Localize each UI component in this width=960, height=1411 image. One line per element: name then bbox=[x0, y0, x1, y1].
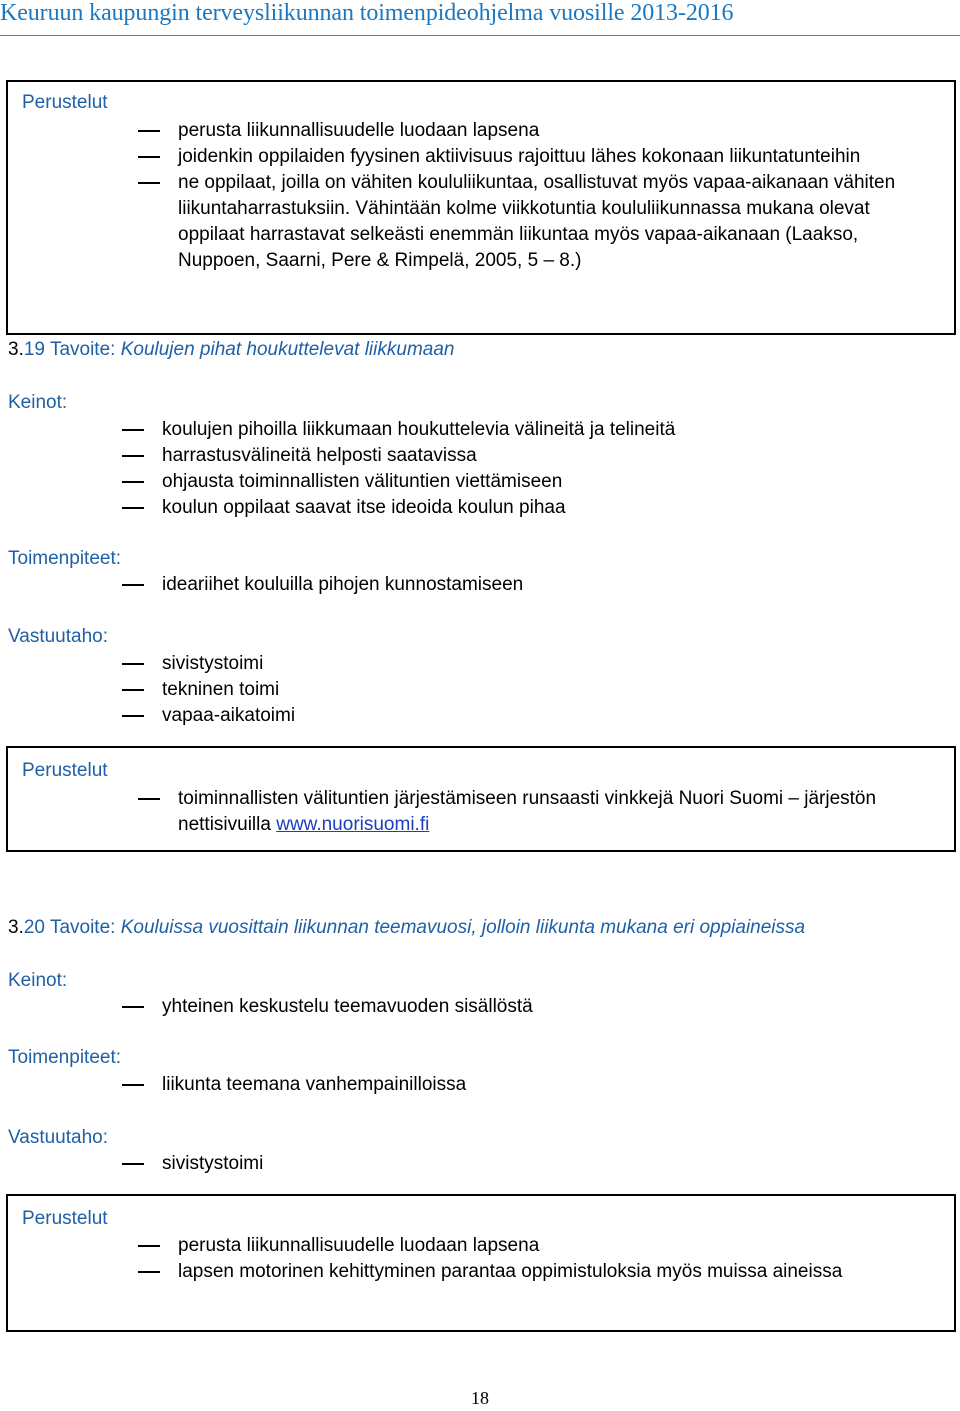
list-item: yhteinen keskustelu teemavuoden sisällöstä bbox=[122, 994, 942, 1020]
list-item: perusta liikunnallisuudelle luodaan lapsena bbox=[138, 118, 938, 144]
dash-icon bbox=[138, 798, 160, 800]
perustelut-label: Perustelut bbox=[22, 760, 108, 781]
perustelut-list bbox=[138, 1233, 898, 1285]
dash-icon bbox=[138, 130, 160, 132]
dash-icon bbox=[122, 507, 144, 509]
header-title: Keuruun kaupungin terveysliikunnan toimenpideohjelma vuosille 2013-2016 bbox=[0, 0, 734, 26]
list-item: vapaa-aikatoimi bbox=[122, 703, 942, 729]
perustelut-list bbox=[138, 118, 938, 274]
vastuutaho-list bbox=[122, 1151, 942, 1177]
keinot-label: Keinot: bbox=[8, 392, 68, 413]
goal-label: Tavoite: bbox=[49, 917, 116, 938]
perustelut-box-1 bbox=[6, 80, 956, 335]
perustelut-box-2 bbox=[6, 746, 956, 852]
list-item: harrastusvälineitä helposti saatavissa bbox=[122, 443, 942, 469]
toimenpiteet-label: Toimenpiteet: bbox=[8, 548, 122, 569]
dash-icon bbox=[138, 156, 160, 158]
keinot-label: Keinot: bbox=[8, 970, 68, 991]
list-item: ideariihet kouluilla pihojen kunnostamiseen bbox=[122, 572, 942, 598]
goal-label: Tavoite: bbox=[49, 339, 116, 360]
dash-icon bbox=[122, 1163, 144, 1165]
list-item: ne oppilaat, joilla on vähiten koululiikuntaa, osallistuvat myös vapaa-aikanaan vähiten liikuntaharrastuksiin. Vähintään kolme viikkotuntia koululiikunnassa mukana olevat oppilaat harrastavat selkeästi enemmän liikuntaa myös vapaa-aikanaan (Laakso, Nuppoen, Saarni, Pere & Rimpelä, 2005, 5 – 8.) bbox=[138, 170, 938, 274]
dash-icon bbox=[122, 1084, 144, 1086]
page-number: 18 bbox=[471, 1388, 489, 1408]
dash-icon bbox=[122, 481, 144, 483]
goal-3-20: 3.20 Tavoite: Kouluissa vuosittain liikunnan teemavuosi, jolloin liikunta mukana eri oppiaineissa bbox=[8, 917, 806, 938]
header-rule bbox=[0, 35, 960, 36]
vastuutaho-label: Vastuutaho: bbox=[8, 1127, 109, 1148]
dash-icon bbox=[138, 182, 160, 184]
list-item: ohjausta toiminnallisten välituntien viettämiseen bbox=[122, 469, 942, 495]
dash-icon bbox=[122, 1006, 144, 1008]
dash-icon bbox=[122, 584, 144, 586]
perustelut-box-3 bbox=[6, 1194, 956, 1332]
vastuutaho-label: Vastuutaho: bbox=[8, 626, 109, 647]
list-item: koulujen pihoilla liikkumaan houkuttelevia välineitä ja telineitä bbox=[122, 417, 942, 443]
list-item: joidenkin oppilaiden fyysinen aktiivisuus rajoittuu lähes kokonaan liikuntatunteihin bbox=[138, 144, 938, 170]
dash-icon bbox=[122, 689, 144, 691]
perustelut-label: Perustelut bbox=[22, 1208, 108, 1229]
goal-text: Kouluissa vuosittain liikunnan teemavuosi, jolloin liikunta mukana eri oppiaineissa bbox=[120, 917, 806, 938]
list-item: perusta liikunnallisuudelle luodaan lapsena bbox=[138, 1233, 898, 1259]
dash-icon bbox=[138, 1271, 160, 1273]
keinot-list bbox=[122, 417, 942, 521]
perustelut-label: Perustelut bbox=[22, 92, 108, 113]
page-header bbox=[0, 0, 960, 30]
toimenpiteet-list bbox=[122, 1072, 942, 1098]
toimenpiteet-label: Toimenpiteet: bbox=[8, 1047, 122, 1068]
goal-3-19: 3.19 Tavoite: Koulujen pihat houkuttelevat liikkumaan bbox=[8, 339, 455, 360]
list-item: sivistystoimi bbox=[122, 1151, 942, 1177]
dash-icon bbox=[138, 1245, 160, 1247]
list-item: sivistystoimi bbox=[122, 651, 942, 677]
toimenpiteet-list bbox=[122, 572, 942, 598]
dash-icon bbox=[122, 715, 144, 717]
goal-text: Koulujen pihat houkuttelevat liikkumaan bbox=[120, 339, 455, 360]
list-item: lapsen motorinen kehittyminen parantaa oppimistuloksia myös muissa aineissa bbox=[138, 1259, 898, 1285]
list-item: koulun oppilaat saavat itse ideoida koulun pihaa bbox=[122, 495, 942, 521]
vastuutaho-list bbox=[122, 651, 942, 729]
keinot-list bbox=[122, 994, 942, 1020]
perustelut-list bbox=[138, 786, 938, 838]
list-item: toiminnallisten välituntien järjestämiseen runsaasti vinkkejä Nuori Suomi – järjestön nettisivuilla www.nuorisuomi.fi bbox=[138, 786, 938, 838]
dash-icon bbox=[122, 663, 144, 665]
dash-icon bbox=[122, 455, 144, 457]
list-item: tekninen toimi bbox=[122, 677, 942, 703]
dash-icon bbox=[122, 429, 144, 431]
list-item: liikunta teemana vanhempainilloissa bbox=[122, 1072, 942, 1098]
nuorisuomi-link[interactable]: www.nuorisuomi.fi bbox=[276, 814, 430, 835]
